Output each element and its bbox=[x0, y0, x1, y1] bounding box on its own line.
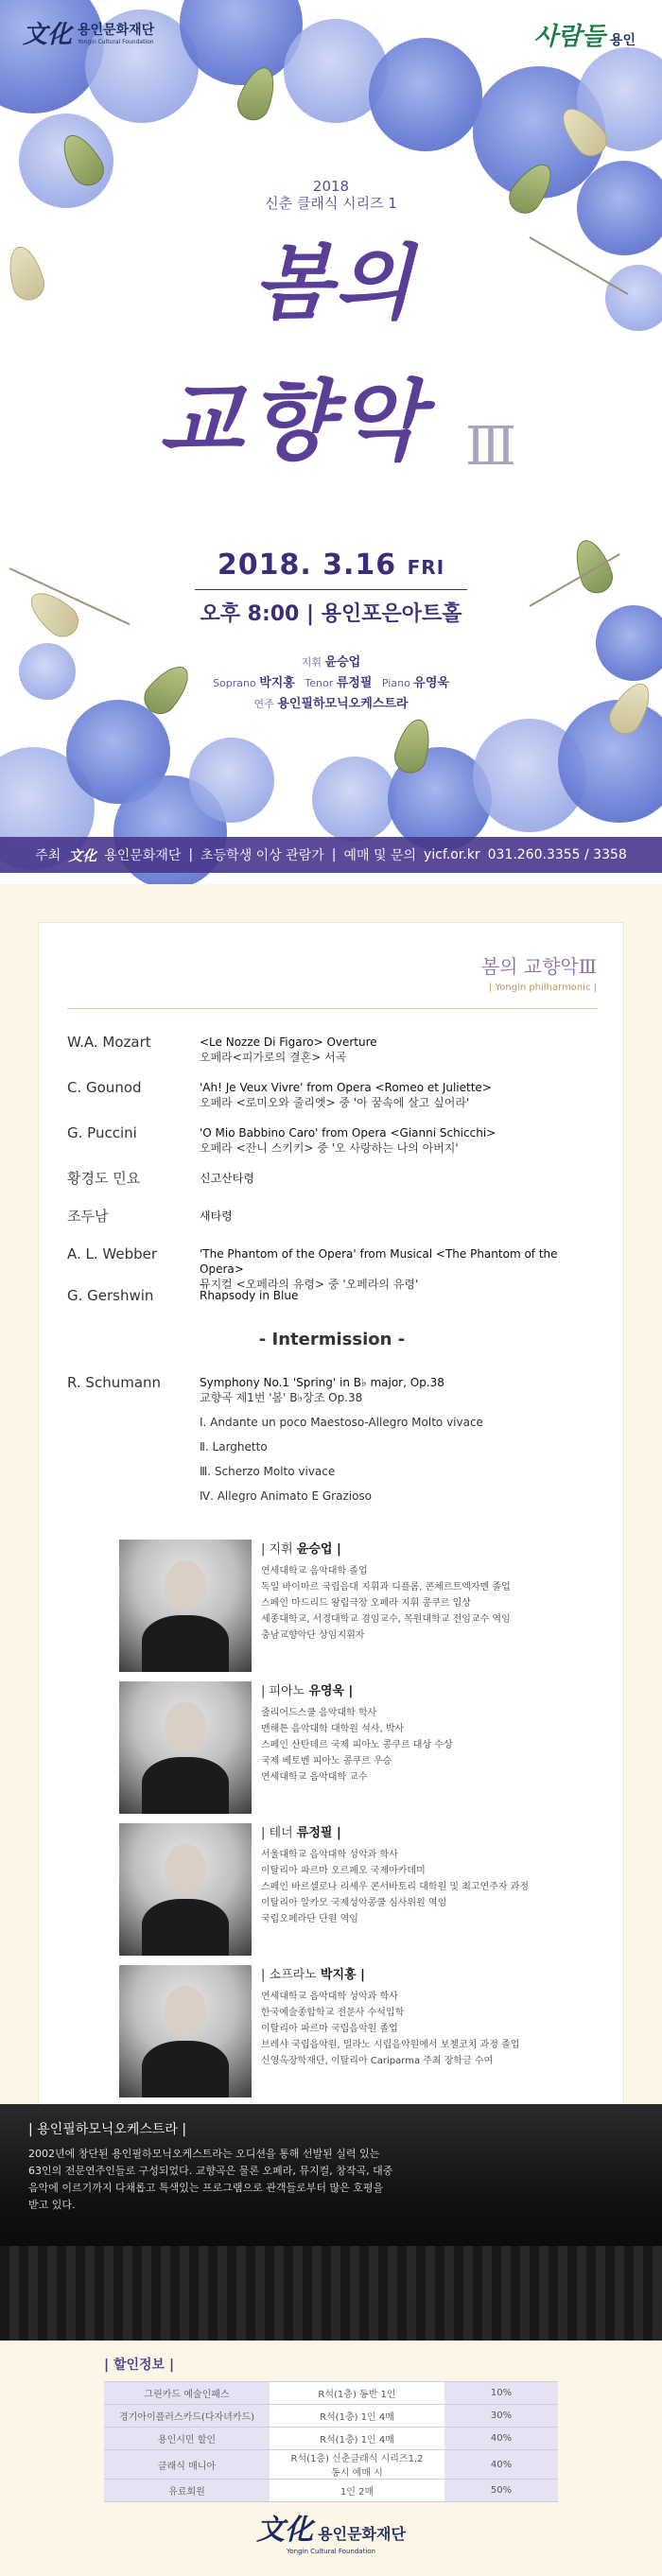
credit-role: Tenor bbox=[305, 677, 334, 689]
work-subtitle: 오페라 <잔니 스키키> 중 '오 사랑하는 나의 아버지' bbox=[200, 1141, 459, 1155]
bio-line: 서울대학교 음악대학 성악과 학사 bbox=[261, 1850, 398, 1860]
work-title: 'Ah! Je Veux Vivre' from Opera <Romeo et Juliette> bbox=[200, 1081, 492, 1094]
composer: G. Gershwin bbox=[67, 1287, 154, 1304]
work-subtitle: 교향곡 제1번 '봄' B♭장조 Op.38 bbox=[200, 1391, 363, 1404]
bio-line: 브레샤 국립음악원, 밀라노 시립음악원에서 보첼코치 과정 졸업 bbox=[261, 2040, 520, 2050]
host-label: 주최 bbox=[35, 848, 61, 863]
discount-name: 그린카드 예술인패스 bbox=[104, 2382, 270, 2405]
performer-name: 류정필 | bbox=[296, 1826, 341, 1840]
concert-poster bbox=[0, 0, 662, 884]
series-name: 신춘 클래식 시리즈 1 bbox=[265, 195, 397, 212]
bio-line: 신영옥장학재단, 이탈리아 Cariparma 주최 장학금 수여 bbox=[261, 2056, 494, 2066]
logo-subtitle: Yongin Cultural Foundation bbox=[78, 39, 154, 45]
composer: C. Gounod bbox=[67, 1079, 142, 1096]
website-link[interactable]: yicf.or.kr bbox=[424, 847, 480, 862]
performer-name: 박지홍 | bbox=[320, 1968, 365, 1982]
age-rating: 초등학생 이상 관람가 bbox=[200, 848, 324, 863]
composer: G. Puccini bbox=[67, 1124, 137, 1141]
work-title: 신고산타령 bbox=[200, 1172, 254, 1185]
orchestra-section bbox=[0, 2104, 662, 2341]
discount-condition: R석(1층) 동반 1인 bbox=[270, 2382, 444, 2405]
orchestra-text-line: 받고 있다. bbox=[28, 2199, 76, 2211]
orchestra-credit bbox=[0, 694, 662, 715]
concert-date bbox=[0, 548, 662, 582]
footer-logo bbox=[0, 2506, 662, 2555]
composer: R. Schumann bbox=[67, 1374, 162, 1391]
bio-line: 이탈리아 파르마 오르페오 국제아카데미 bbox=[261, 1866, 426, 1876]
work-title: Symphony No.1 'Spring' in B♭ major, Op.38 bbox=[200, 1376, 444, 1389]
bio-line: 한국예술종합학교 전문사 수석입학 bbox=[261, 2008, 405, 2018]
flower-decoration bbox=[605, 265, 662, 331]
title-line-1: 봄의 bbox=[253, 235, 415, 331]
logo-mark: 文化 bbox=[256, 2514, 314, 2547]
program-subtitle: | Yongin philharmonic | bbox=[488, 983, 597, 993]
performer-photo bbox=[119, 1965, 252, 2097]
work-subtitle: 뮤지컬 <오페라의 유령> 중 '오페라의 유령' bbox=[200, 1278, 419, 1291]
bio-line: 이탈리아 알카모 국제성악콩쿨 심사위원 역임 bbox=[261, 1898, 447, 1908]
composer: 황경도 민요 bbox=[67, 1170, 141, 1187]
separator: | bbox=[331, 847, 337, 862]
performer-soprano bbox=[119, 1965, 573, 2107]
title-line-2: 교향악 bbox=[159, 370, 428, 472]
time-venue: 오후 8:00 | 용인포은아트홀 bbox=[200, 602, 462, 626]
work-title: 'O Mio Babbino Caro' from Opera <Gianni Schicchi> bbox=[200, 1126, 496, 1140]
movement: Ⅳ. Allegro Animato E Grazioso bbox=[200, 1489, 373, 1503]
logo-name: 용인문화재단 bbox=[78, 23, 155, 38]
orchestra-photo bbox=[0, 2246, 662, 2341]
performer-name: 유영욱 | bbox=[308, 1684, 354, 1698]
logo-subtitle: Yongin Cultural Foundation bbox=[287, 2548, 375, 2555]
performer-name: 윤승업 | bbox=[296, 1542, 341, 1557]
condition-line: 동시 예매 시 bbox=[331, 2468, 383, 2479]
discount-heading: | 할인정보 | bbox=[104, 2358, 175, 2373]
yongin-city-logo bbox=[533, 17, 636, 52]
flower-decoration bbox=[369, 38, 482, 151]
credit-name: 류정필 bbox=[336, 676, 373, 690]
composer: W.A. Mozart bbox=[67, 1034, 151, 1051]
movement: Ⅱ. Larghetto bbox=[200, 1440, 268, 1453]
series-label bbox=[0, 178, 662, 212]
bio-line: 연세대학교 음악대학 성악과 학사 bbox=[261, 1992, 398, 2002]
discount-condition: R석(1층) 1인 4매 bbox=[270, 2405, 444, 2428]
info-bar bbox=[0, 837, 662, 873]
work-title: 새타령 bbox=[200, 1210, 233, 1223]
performer-photo bbox=[119, 1823, 252, 1956]
credit-name: 박지홍 bbox=[259, 676, 295, 690]
discount-name: 경기아이플러스카드(다자녀카드) bbox=[104, 2405, 270, 2428]
host-name: 용인문화재단 bbox=[104, 848, 182, 863]
leaf-decoration bbox=[3, 243, 48, 305]
table-row bbox=[104, 2480, 558, 2502]
intermission: - Intermission - bbox=[258, 1330, 406, 1349]
bio-line: 국립오페라단 단원 역임 bbox=[261, 1914, 358, 1924]
logo-name: 용인 bbox=[609, 33, 636, 48]
discount-name: 유료회원 bbox=[104, 2480, 270, 2502]
credit-name: 윤승업 bbox=[324, 655, 361, 670]
bio-line: 스페인 바르셀로나 리세우 콘서바토리 대학원 및 최고연주자 과정 bbox=[261, 1882, 530, 1892]
discount-rate: 40% bbox=[444, 2450, 558, 2480]
composer: A. L. Webber bbox=[67, 1245, 158, 1262]
credits bbox=[0, 653, 662, 715]
flower-decoration bbox=[312, 757, 397, 842]
conductor-credit bbox=[0, 653, 662, 673]
date-text: 2018. 3.16 bbox=[217, 548, 397, 582]
work-subtitle: 오페라 <로미오와 줄리엣> 중 '아 꿈속에 살고 싶어라' bbox=[200, 1096, 470, 1109]
host-logo-mark: 文化 bbox=[68, 846, 97, 864]
performer-role: | 지휘 bbox=[261, 1542, 293, 1557]
day-of-week: FRI bbox=[407, 556, 445, 579]
logo-mark: 사람들 bbox=[533, 23, 605, 51]
discount-condition: 1인 2매 bbox=[270, 2480, 444, 2502]
program-divider bbox=[67, 1008, 597, 1009]
logo-mark: 文化 bbox=[23, 21, 73, 49]
orchestra-text-line: 2002년에 창단된 용인필하모닉오케스트라는 오디션을 통해 선발된 실력 있는 bbox=[28, 2148, 380, 2160]
orchestra-text-line: 음악에 이르기까지 다채롭고 특색있는 프로그램으로 관객들로부터 많은 호평을 bbox=[28, 2182, 384, 2194]
work-title: Rhapsody in Blue bbox=[200, 1289, 299, 1302]
series-year: 2018 bbox=[312, 178, 350, 195]
credit-name: 유영욱 bbox=[413, 676, 449, 690]
orchestra-heading: | 용인필하모닉오케스트라 | bbox=[28, 2122, 187, 2137]
work-title: <Le Nozze Di Figaro> Overture bbox=[200, 1036, 377, 1049]
separator: | bbox=[188, 847, 194, 862]
title-numeral: Ⅲ bbox=[465, 416, 517, 478]
table-row bbox=[104, 2405, 558, 2428]
program-title bbox=[481, 951, 597, 993]
soloists-credit bbox=[0, 673, 662, 694]
work-title: 'The Phantom of the Opera' from Musical <The Phantom of the Opera> bbox=[200, 1247, 558, 1276]
date-divider bbox=[195, 589, 467, 590]
bio-line: 줄리어드스쿨 음악대학 학사 bbox=[261, 1708, 377, 1718]
performer-tenor bbox=[119, 1823, 573, 1965]
bio-line: 연세대학교 음악대학 졸업 bbox=[261, 1566, 368, 1576]
credit-role: 연주 bbox=[253, 698, 274, 710]
work-subtitle: 오페라<피가로의 결혼> 서곡 bbox=[200, 1051, 347, 1064]
table-row bbox=[104, 2450, 558, 2480]
table-row bbox=[104, 2428, 558, 2450]
bio-line: 충남교향악단 상임지휘자 bbox=[261, 1630, 365, 1641]
logo-name: 용인문화재단 bbox=[318, 2525, 406, 2543]
discount-name: 용인시민 할인 bbox=[104, 2428, 270, 2450]
discount-condition bbox=[270, 2450, 444, 2480]
discount-rate: 10% bbox=[444, 2382, 558, 2405]
performer-photo bbox=[119, 1681, 252, 1814]
performer-conductor bbox=[119, 1540, 573, 1681]
credit-name: 용인필하모닉오케스트라 bbox=[277, 697, 409, 711]
performer-pianist bbox=[119, 1681, 573, 1823]
discount-condition: R석(1층) 1인 4매 bbox=[270, 2428, 444, 2450]
yongin-cultural-foundation-logo bbox=[23, 15, 154, 50]
performer-photo bbox=[119, 1540, 252, 1672]
performer-role: | 피아노 bbox=[261, 1684, 305, 1698]
performer-role: | 소프라노 bbox=[261, 1968, 317, 1982]
bio-line: 스페인 마드리드 왕립극장 오페라 지휘 콩쿠르 입상 bbox=[261, 1598, 471, 1609]
movement: Ⅲ. Scherzo Molto vivace bbox=[200, 1465, 336, 1478]
table-row bbox=[104, 2382, 558, 2405]
phone-number: 031.260.3355 / 3358 bbox=[487, 847, 627, 862]
bio-line: 이탈리아 파르마 국립음악원 졸업 bbox=[261, 2024, 398, 2034]
orchestra-text-line: 63인의 전문연주인들로 구성되었다. 교향곡은 물론 오페라, 뮤지컬, 창작곡, 대중 bbox=[28, 2165, 393, 2177]
credit-role: Piano bbox=[381, 677, 410, 689]
credit-role: 지휘 bbox=[301, 656, 322, 669]
flower-decoration bbox=[189, 738, 274, 823]
movement: Ⅰ. Andante un poco Maestoso-Allegro Molto vivace bbox=[200, 1416, 483, 1429]
bio-line: 맨해튼 음악대학 대학원 석사, 박사 bbox=[261, 1724, 405, 1734]
discount-rate: 50% bbox=[444, 2480, 558, 2502]
condition-line: R석(1층) 신춘클래식 시리즈1,2 bbox=[290, 2454, 424, 2464]
discount-info bbox=[104, 2355, 558, 2502]
bio-line: 연세대학교 음악대학 교수 bbox=[261, 1772, 368, 1783]
bio-line: 스페인 산탄데르 국제 피아노 콩쿠르 대상 수상 bbox=[261, 1740, 453, 1750]
credit-role: Soprano bbox=[213, 677, 256, 689]
program-card bbox=[38, 922, 624, 2303]
discount-rate: 30% bbox=[444, 2405, 558, 2428]
discount-rate: 40% bbox=[444, 2428, 558, 2450]
program-title-text: 봄의 교향악Ⅲ bbox=[480, 955, 597, 978]
bio-line: 국제 베토벤 피아노 콩쿠르 우승 bbox=[261, 1756, 392, 1767]
discount-name: 클래식 매니아 bbox=[104, 2450, 270, 2480]
performer-role: | 테너 bbox=[261, 1826, 293, 1840]
composer: 조두남 bbox=[67, 1208, 109, 1225]
bio-line: 독일 바이마르 국립음대 지휘과 디플롬, 콘체르트엑자멘 졸업 bbox=[261, 1582, 511, 1593]
discount-table bbox=[104, 2381, 558, 2502]
bio-line: 세종대학교, 서경대학교 겸임교수, 목원대학교 전임교수 역임 bbox=[261, 1614, 511, 1625]
ticket-label: 예매 및 문의 bbox=[343, 848, 416, 863]
